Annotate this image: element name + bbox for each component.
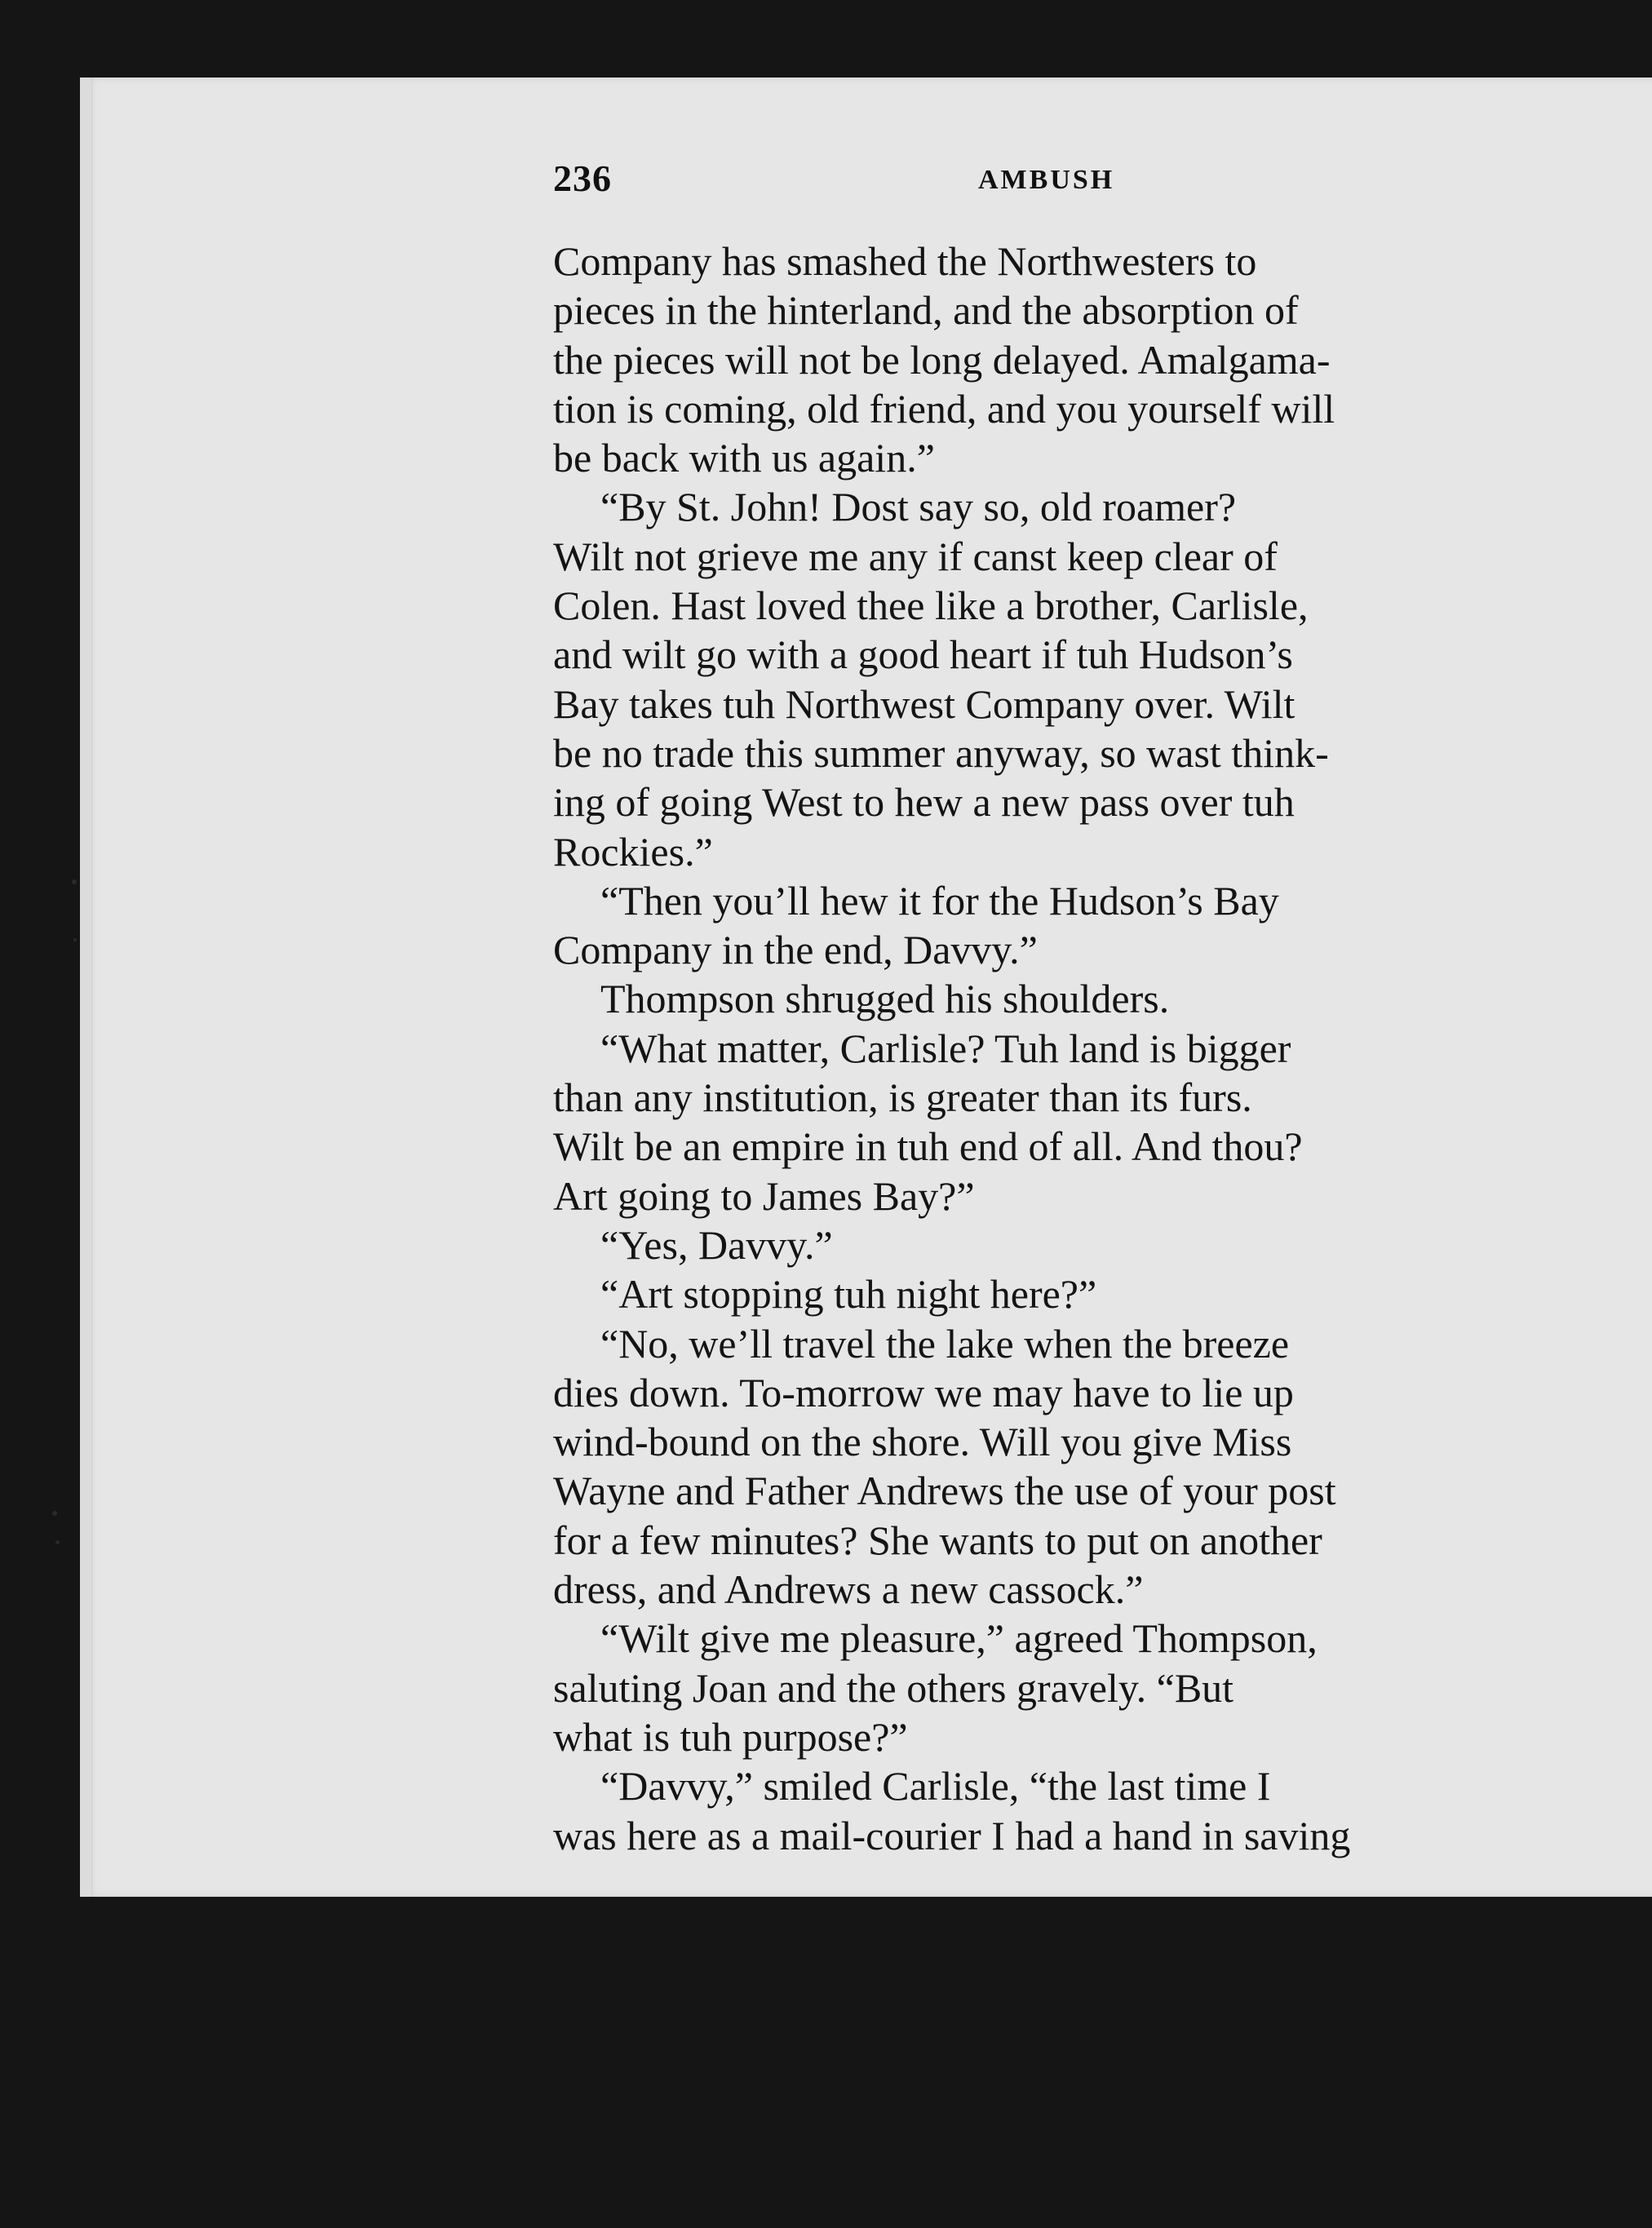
text-line: Colen. Hast loved thee like a brother, Carlisle, xyxy=(553,582,1309,629)
text-line: Company has smashed the Northwesters to xyxy=(553,238,1257,284)
running-head: AMBUSH xyxy=(978,165,1115,195)
text-line: Rockies.” xyxy=(553,828,713,875)
text-line: for a few minutes? She wants to put on another xyxy=(553,1517,1322,1563)
text-line: “Wilt give me pleasure,” agreed Thompson, xyxy=(600,1615,1318,1662)
margin-speck xyxy=(55,1540,60,1544)
text-line: Company in the end, Davvy.” xyxy=(553,927,1038,973)
text-line: tion is coming, old friend, and you yourself will xyxy=(553,385,1335,432)
text-line: Thompson shrugged his shoulders. xyxy=(600,976,1170,1022)
page-number: 236 xyxy=(553,157,612,199)
text-line: Bay takes tuh Northwest Company over. Wilt xyxy=(553,680,1295,727)
text-line: be no trade this summer anyway, so wast think- xyxy=(553,729,1329,776)
text-line: Art going to James Bay?” xyxy=(553,1172,975,1219)
text-line: Wilt be an empire in tuh end of all. And thou? xyxy=(553,1123,1303,1170)
page-header xyxy=(553,157,1532,206)
margin-speck xyxy=(73,938,77,941)
text-line: Wayne and Father Andrews the use of your post xyxy=(553,1468,1336,1514)
text-line: “What matter, Carlisle? Tuh land is bigger xyxy=(600,1025,1291,1071)
text-line: Wilt not grieve me any if canst keep clear of xyxy=(553,533,1278,579)
text-line: ing of going West to hew a new pass over tuh xyxy=(553,779,1295,826)
text-line: “Art stopping tuh night here?” xyxy=(600,1271,1097,1318)
text-line: pieces in the hinterland, and the absorption of xyxy=(553,287,1299,334)
text-line: “No, we’ll travel the lake when the breeze xyxy=(600,1320,1290,1366)
margin-speck xyxy=(52,1511,57,1516)
text-line: than any institution, is greater than its furs. xyxy=(553,1074,1252,1121)
text-line: saluting Joan and the others gravely. “But xyxy=(553,1664,1234,1711)
page-edge xyxy=(80,78,92,1897)
margin-speck xyxy=(72,879,77,884)
text-line: wind-bound on the shore. Will you give Miss xyxy=(553,1419,1292,1465)
text-line: dress, and Andrews a new cassock.” xyxy=(553,1566,1144,1613)
text-line: was here as a mail-courier I had a hand in saving xyxy=(553,1812,1351,1858)
text-line: “Davvy,” smiled Carlisle, “the last time I xyxy=(600,1763,1271,1809)
text-line: “By St. John! Dost say so, old roamer? xyxy=(600,484,1237,530)
text-line: what is tuh purpose?” xyxy=(553,1713,908,1760)
text-line: “Yes, Davvy.” xyxy=(600,1221,833,1268)
text-line: the pieces will not be long delayed. Amalgama- xyxy=(553,336,1331,383)
text-line: and wilt go with a good heart if tuh Hudson’s xyxy=(553,631,1293,678)
text-line: be back with us again.” xyxy=(553,435,935,481)
text-line: “Then you’ll hew it for the Hudson’s Bay xyxy=(600,877,1279,924)
text-line: dies down. To-morrow we may have to lie up xyxy=(553,1369,1294,1415)
body-text xyxy=(553,237,1652,1860)
